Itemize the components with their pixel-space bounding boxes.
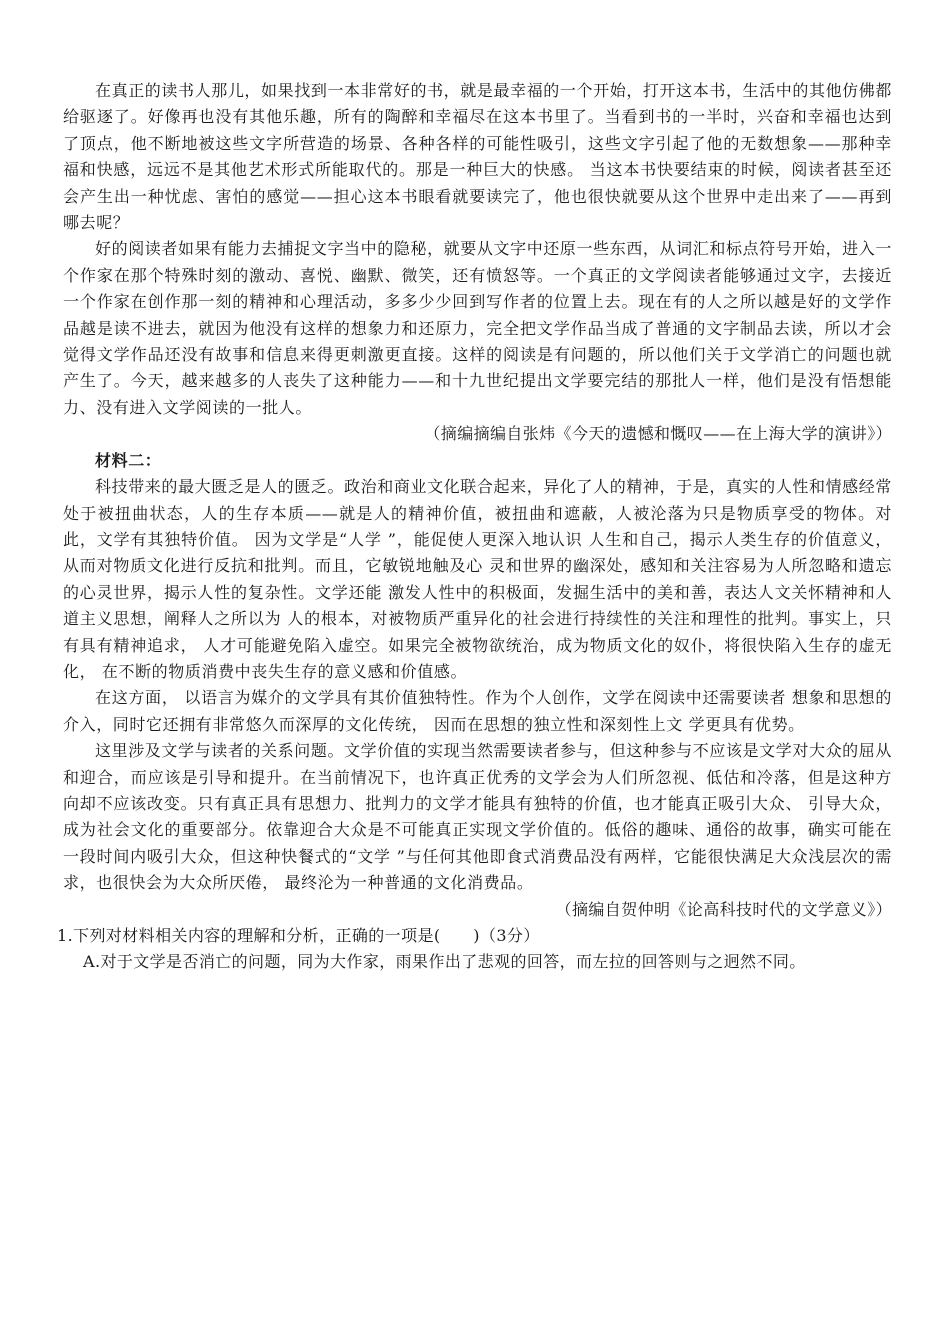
question-1-stem: 1.下列对材料相关内容的理解和分析，正确的一项是( )（3分） — [57, 926, 540, 945]
question-1 — [57, 923, 892, 976]
material-two-heading: 材料二： — [95, 450, 162, 470]
material-one-source: （摘编摘编自张炜《今天的遗憾和慨叹——在上海大学的演讲》） — [424, 424, 892, 444]
material-two — [63, 448, 892, 923]
material-one — [63, 78, 892, 448]
material-one-paragraph-2: 好的阅读者如果有能力去捕捉文字当中的隐秘，就要从文字中还原一些东西，从词汇和标点符号开始，进入一个作家在那个特殊时刻的激动、喜悦、幽默、微笑，还有愤怒等。一个真正的文学阅读者能够通过文字，去接近一个作家在创作那一刻的精神和心理活动，多多少少回到写作者的位置上去。现在有的人之所以越是好的文学作品越是读不进去，就因为他没有这样的想象力和还原力，完全把文学作品当成了普通的文字制品去读，所以才会觉得文学作品还没有故事和信息来得更刺激更直接。这样的阅读是有问题的，所以他们关于文学消亡的问题也就产生了。今天，越来越多的人丧失了这种能力——和十九世纪提出文学要完结的那批人一样，他们是没有悟想能力、没有进入文学阅读的一批人。 — [63, 239, 892, 417]
material-two-source: （摘编自贺仲明《论高科技时代的文学意义》） — [555, 899, 892, 919]
material-two-paragraph-3: 这里涉及文学与读者的关系问题。文学价值的实现当然需要读者参与，但这种参与不应该是文学对大众的屈从和迎合，而应该是引导和提升。在当前情况下，也许真正优秀的文学会为人们所忽视、低估和冷落，但是这种方向却不应该改变。只有真正具有思想力、批判力的文学才能具有独特的价值，也才能真正吸引大众、 引导大众，成为社会文化的重要部分。依靠迎合大众是不可能真正实现文学价值的。低俗的趣味、通俗的故事，确实可能在一段时间内吸引大众，但这种快餐式的“文学 ”与任何其他即食式消费品没有两样，它能很快满足大众浅层次的需求，也很快会为大众所厌倦， 最终沦为一种普通的文化消费品。 — [63, 741, 892, 893]
question-1-option-a: A.对于文学是否消亡的问题，同为大作家，雨果作出了悲观的回答，而左拉的回答则与之迥然不同。 — [83, 952, 806, 972]
material-one-paragraph-1: 在真正的读书人那儿，如果找到一本非常好的书，就是最幸福的一个开始，打开这本书，生活中的其他仿佛都给驱逐了。好像再也没有其他乐趣，所有的陶醉和幸福尽在这本书里了。当看到书的一半时，兴奋和幸福也达到了顶点，他不断地被这些文字所营造的场景、各种各样的可能性吸引，这些文字引起了他的无数想象——那种幸福和快感，远远不是其他艺术形式所能取代的。那是一种巨大的快感。 当这本书快要结束的时候，阅读者甚至还会产生出一种忧虑、害怕的感觉——担心这本书眼看就要读完了，他也很快就要从这个世界中走出来了——再到哪去呢？ — [63, 81, 892, 233]
material-two-paragraph-1: 科技带来的最大匮乏是人的匮乏。政治和商业文化联合起来，异化了人的精神，于是，真实的人性和情感经常处于被扭曲状态，人的生存本质——就是人的精神价值，被扭曲和遮蔽，人被沦落为只是物质享受的物体。对此，文学有其独特价值。 因为文学是“人学 ”，能促使人更深入地认识 人生和自己，揭示人类生存的价值意义，从而对物质文化进行反抗和批判。而且，它敏锐地触及心 灵和世界的幽深处，感知和关注容易为人所忽略和遗忘的心灵世界，揭示人性的复杂性。文学还能 激发人性中的积极面，发掘生活中的美和善，表达人文关怀精神和人道主义思想，阐释人之所以为 人的根本，对被物质严重异化的社会进行持续性的关注和理性的批判。事实上，只有具有精神追求， 人才可能避免陷入虚空。如果完全被物欲统治，成为物质文化的奴仆，将很快陷入生存的虚无化， 在不断的物质消费中丧失生存的意义感和价值感。 — [63, 477, 892, 681]
material-two-paragraph-2: 在这方面， 以语言为媒介的文学具有其价值独特性。作为个人创作，文学在阅读中还需要读者 想象和思想的介入，同时它还拥有非常悠久而深厚的文化传统， 因而在思想的独立性和深刻性上文 学更具有优势。 — [63, 688, 892, 734]
